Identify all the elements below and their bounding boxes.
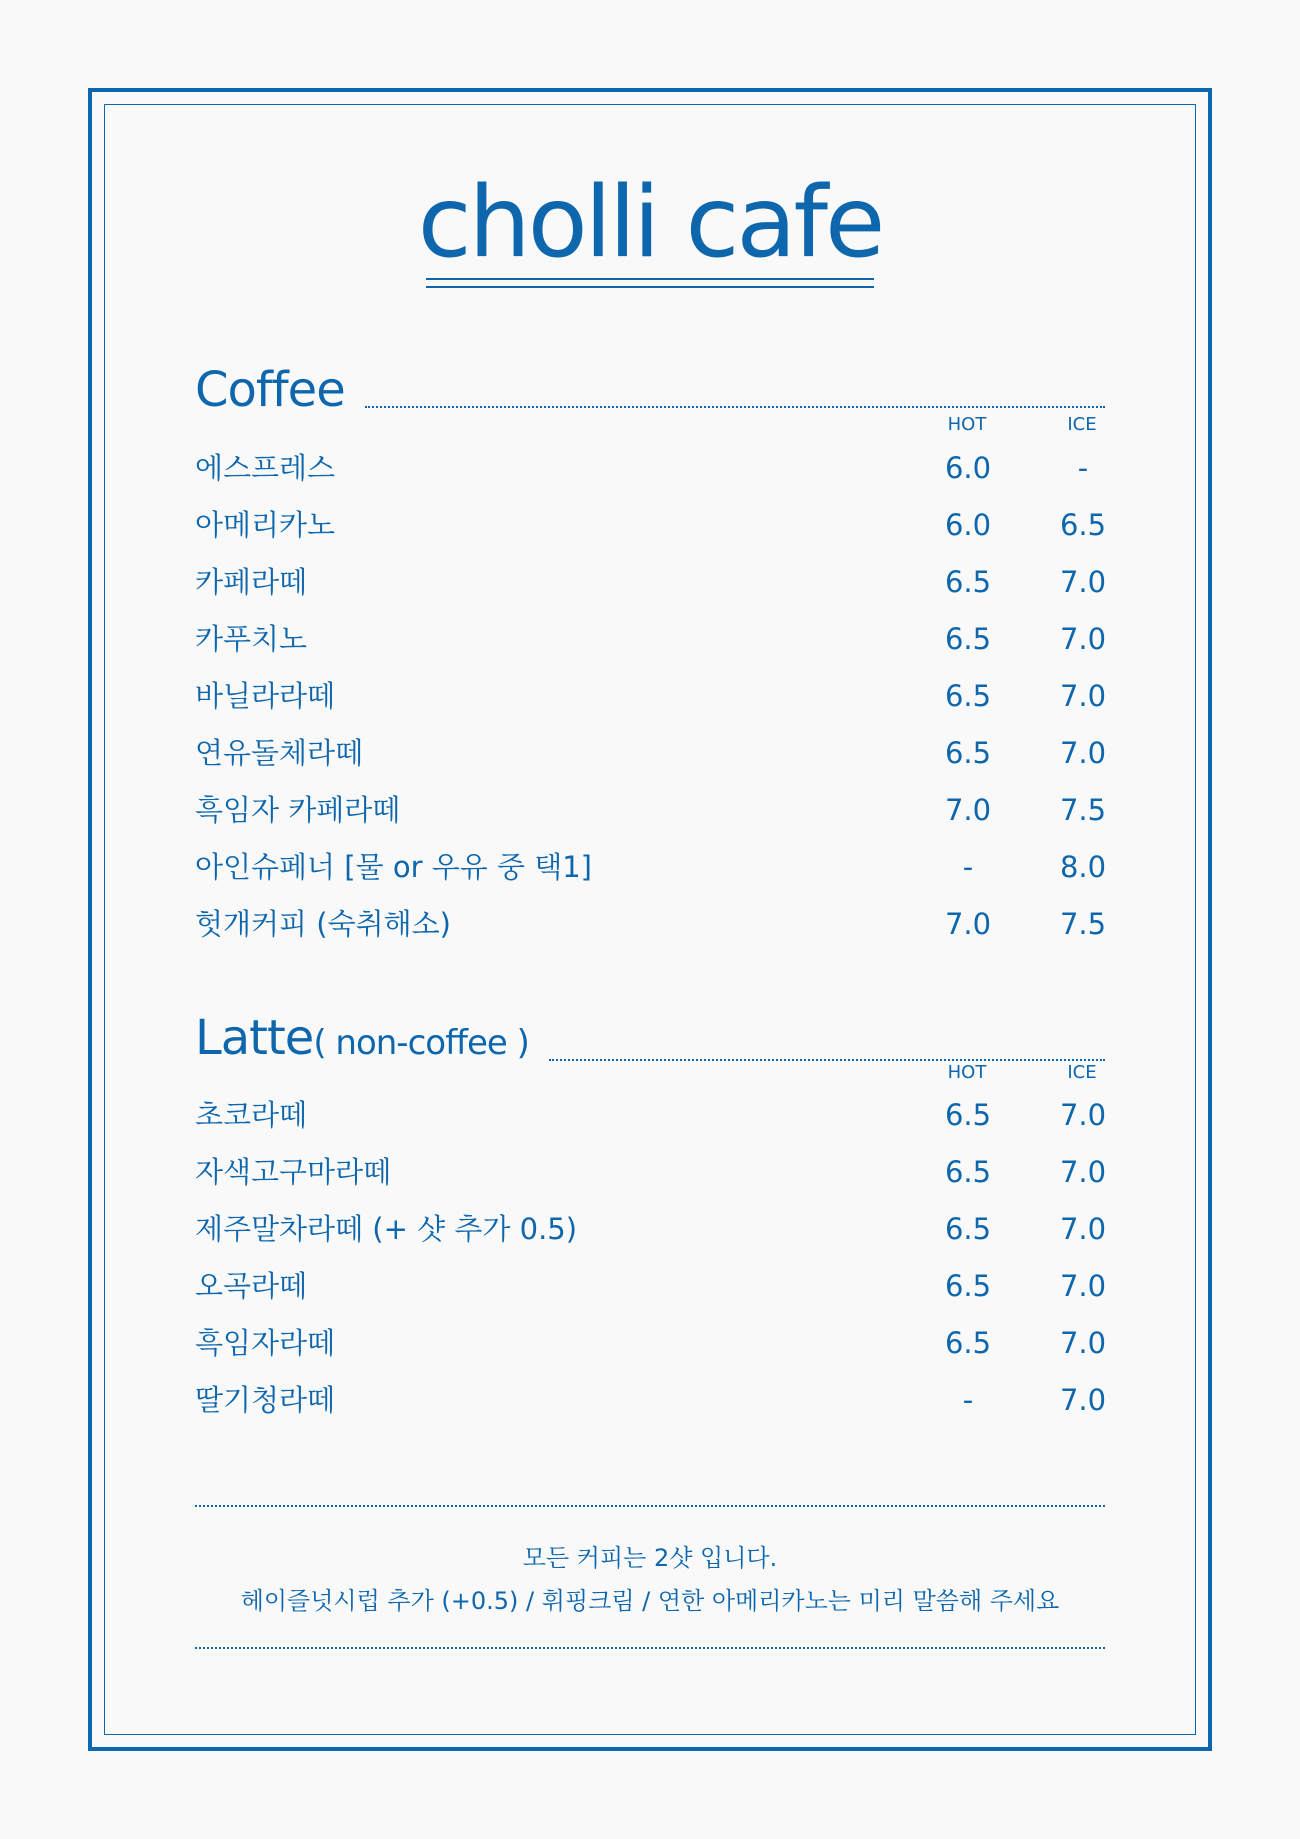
menu-item [195,562,1105,602]
menu-item [195,505,1105,545]
item-name: 카푸치노 [195,622,308,656]
item-hot-price: 6.5 [944,679,992,713]
item-name: 바닐라라떼 [195,679,336,713]
menu-item [195,847,1105,887]
item-hot-price: 7.0 [944,907,992,941]
item-ice-price: 7.0 [1059,1269,1107,1303]
item-ice-price: 7.0 [1059,679,1107,713]
item-hot-price: 6.0 [944,508,992,542]
item-name: 카페라떼 [195,565,308,599]
hot-column-header: HOT [947,1062,987,1083]
item-name: 아인슈페너 [물 or 우유 중 택1] [195,850,592,884]
item-name: 제주말차라떼 (+ 샷 추가 0.5) [195,1212,578,1246]
latte-title-text: Latte [195,1010,314,1066]
title-underline-top [426,278,874,280]
item-hot-price: 6.0 [944,451,992,485]
item-name: 자색고구마라떼 [195,1155,392,1189]
ice-column-header: ICE [1067,414,1097,435]
item-hot-price: 6.5 [944,1155,992,1189]
item-hot-price: 7.0 [944,793,992,827]
item-hot-price: - [962,850,974,884]
note-options: 헤이즐넛시럽 추가 (+0.5) / 휘핑크림 / 연한 아메리카노는 미리 말씀해 주세요 [240,1587,1060,1615]
item-name: 딸기청라떼 [195,1383,336,1417]
item-name: 아메리카노 [195,508,336,542]
item-ice-price: 7.0 [1059,622,1107,656]
menu-item [195,1380,1105,1420]
item-ice-price: 7.0 [1059,1212,1107,1246]
note-shots: 모든 커피는 2샷 입니다. [522,1544,778,1572]
latte-subtitle-text: ( non-coffee ) [313,1023,529,1063]
item-name: 헛개커피 (숙취해소) [195,907,451,941]
item-ice-price: 7.0 [1059,1326,1107,1360]
item-name: 초코라떼 [195,1098,308,1132]
menu-item [195,733,1105,773]
menu-item [195,904,1105,944]
menu-item [195,790,1105,830]
item-ice-price: 7.0 [1059,736,1107,770]
title-underline-bottom [426,286,874,288]
item-ice-price: 7.0 [1059,1098,1107,1132]
dotted-leader [365,406,1105,408]
cafe-title: cholli cafe [417,166,883,280]
menu-item [195,1323,1105,1363]
item-name: 흑임자 카페라떼 [195,793,401,827]
menu-item [195,676,1105,716]
coffee-section-title: Coffee [195,362,345,418]
item-ice-price: 6.5 [1059,508,1107,542]
menu-item [195,1152,1105,1192]
ice-column-header: ICE [1067,1062,1097,1083]
item-hot-price: 6.5 [944,1326,992,1360]
menu-item [195,619,1105,659]
item-ice-price: 7.0 [1059,1383,1107,1417]
item-hot-price: 6.5 [944,1098,992,1132]
item-name: 흑임자라떼 [195,1326,336,1360]
notes-divider-top [195,1505,1105,1507]
item-hot-price: - [962,1383,974,1417]
item-hot-price: 6.5 [944,1269,992,1303]
item-ice-price: 7.5 [1059,907,1107,941]
menu-item [195,1266,1105,1306]
item-hot-price: 6.5 [944,736,992,770]
item-ice-price: 7.0 [1059,565,1107,599]
item-name: 연유돌체라떼 [195,736,364,770]
coffee-section-header [195,362,1105,418]
latte-section-title [195,1010,529,1071]
item-hot-price: 6.5 [944,622,992,656]
item-ice-price: - [1077,451,1089,485]
item-ice-price: 7.5 [1059,793,1107,827]
item-hot-price: 6.5 [944,1212,992,1246]
item-name: 에스프레스 [195,451,336,485]
dotted-leader [549,1059,1105,1061]
notes-divider-bottom [195,1647,1105,1649]
item-hot-price: 6.5 [944,565,992,599]
menu-item [195,1209,1105,1249]
menu-item [195,448,1105,488]
item-name: 오곡라떼 [195,1269,308,1303]
menu-item [195,1095,1105,1135]
item-ice-price: 7.0 [1059,1155,1107,1189]
item-ice-price: 8.0 [1059,850,1107,884]
hot-column-header: HOT [947,414,987,435]
